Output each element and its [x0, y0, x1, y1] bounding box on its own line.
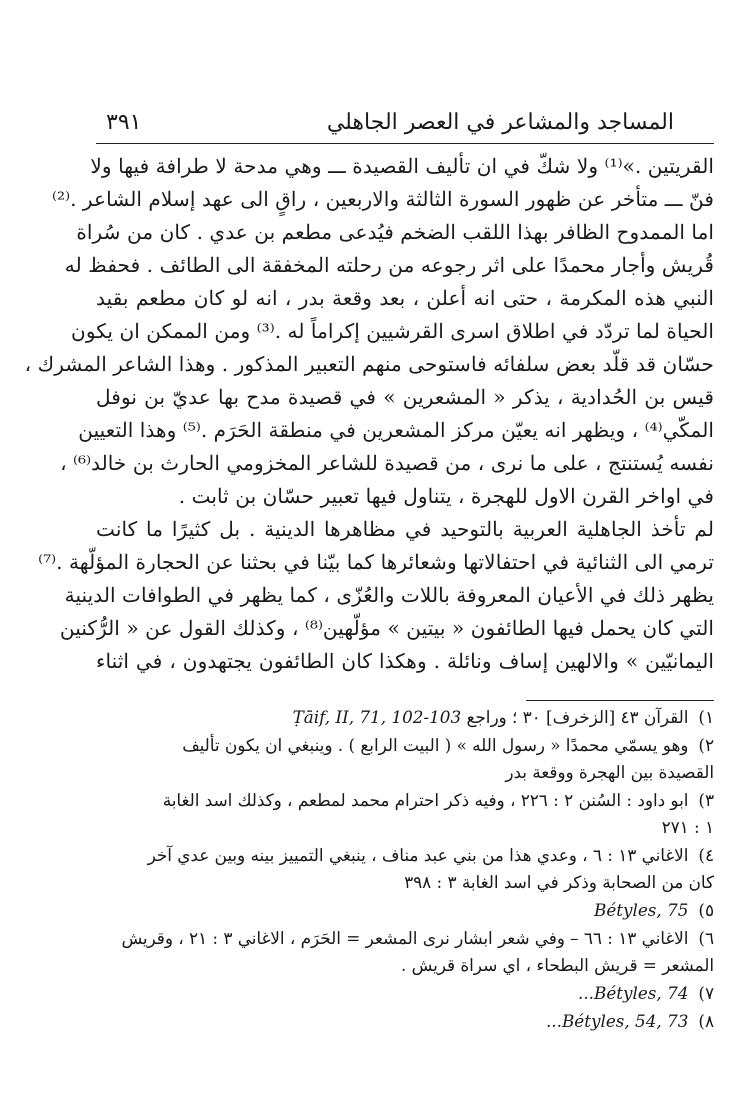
header-rule: [96, 143, 714, 144]
text-line: الحياة لما تردّد في اطلاق اسرى القرشيين إكراماً له .⁽³⁾ ومن الممكن ان يكون: [71, 319, 714, 343]
text-line: حسّان قد قلّد بعض سلفائه فاستوحى منهم التعبير المذكور . وهذا الشاعر المشرك ،: [24, 352, 714, 376]
text-line: قُريش وأجار محمدًا على اثر رجوعه من رحلته المخفقة الى الطائف . فحفظ له: [64, 253, 714, 277]
footnote-text: كان من الصحابة وذكر في اسد الغابة ٣ : ٣٩٨: [404, 872, 714, 892]
footnote-text: القصيدة بين الهجرة ووقعة بدر: [505, 762, 714, 782]
text-line: فنّ ـــ متأخر عن ظهور السورة الثالثة والاربعين ، راقٍ الى عهد إسلام الشاعر .⁽²⁾: [52, 187, 714, 211]
footnote-continuation: [96, 759, 714, 786]
footnote-number: ٧): [698, 983, 714, 1003]
footnote-latin-reference: Ṭāif, II, 71, 102-103: [292, 707, 462, 727]
footnote: [96, 896, 714, 924]
footnote-text: وهو يسمّي محمدًا « رسول الله » ( البيت الرابع ) . وينبغي ان يكون تأليف: [182, 735, 689, 755]
text-line: التي كان يحمل فيها الطائفون « بيتين » مؤلّهين⁽⁸⁾ ، وكذلك القول عن « الرُّكنين: [59, 616, 714, 640]
footnote-text: الاغاني ١٣ : ٦ ، وعدي هذا من بني عبد مناف ، ينبغي التمييز بينه وبين عدي آخر: [147, 845, 689, 865]
text-line: في اواخر القرن الاول للهجرة ، يتناول فيها تعبير حسّان بن ثابت .: [178, 484, 714, 508]
text-line: نفسه يُستنتج ، على ما نرى ، من قصيدة للشاعر المخزومي الحارث بن خالد⁽⁶⁾ ،: [60, 451, 714, 475]
footnote-number: ٦): [698, 928, 714, 948]
footnote-text: ابو داود : السُنن ٢ : ٢٢٦ ، وفيه ذكر احترام محمد لمطعم ، وكذلك اسد الغابة: [162, 790, 689, 810]
footnote-text: المشعر = قريش البطحاء ، اي سراة قريش .: [401, 955, 714, 975]
footnote: [96, 786, 714, 814]
footnote-text: القرآن ٤٣ [الزخرف] ٣٠ ؛ وراجع: [466, 707, 689, 727]
running-title: المساجد والمشاعر في العصر الجاهلي: [326, 110, 674, 135]
footnote-rule: [526, 700, 714, 701]
footnote: [96, 703, 714, 731]
footnote: [96, 1007, 714, 1035]
footnote: [96, 924, 714, 952]
text-line: لم تأخذ الجاهلية العربية بالتوحيد في مظاهرها الدينية . بل كثيرًا ما كانت: [96, 517, 714, 541]
text-line: اليمانيّين » والالهين إساف ونائلة . وهكذا كان الطائفون يجتهدون ، في اثناء: [96, 649, 714, 673]
footnote-latin-reference: Bétyles, 54, 73...: [545, 1011, 689, 1031]
text-line: ترمي الى الثنائية في احتفالاتها وشعائرها كما بيّنا في بحثنا عن الحجارة المؤلّهة .⁽⁷⁾: [38, 550, 714, 574]
footnote-number: ٥): [698, 900, 714, 920]
page-number: ٣٩١: [106, 110, 142, 135]
footnote-continuation: [96, 952, 714, 979]
text-line: يظهر ذلك في الأعيان المعروفة باللات والعُزّى ، كما يظهر في الطوافات الدينية: [64, 583, 714, 607]
footnotes: [96, 703, 714, 1035]
footnote: [96, 841, 714, 869]
footnote-latin-reference: Bétyles, 74...: [577, 983, 689, 1003]
footnote-number: ٢): [698, 735, 714, 755]
footnote-continuation: [96, 814, 714, 841]
footnote-text: الاغاني ١٣ : ٦٦ – وفي شعر ابشار نرى المشعر = الحَرَم ، الاغاني ٣ : ٢١ ، وقريش: [121, 928, 689, 948]
text-line: النبي هذه المكرمة ، حتى انه أعلن ، بعد وقعة بدر ، انه لو كان مطعم بقيد: [96, 286, 714, 310]
body-text: [24, 150, 714, 678]
footnote-number: ١): [698, 707, 714, 727]
footnote: [96, 731, 714, 759]
footnote-number: ٣): [698, 790, 714, 810]
footnote-continuation: [96, 869, 714, 896]
text-line: القريتين .»⁽¹⁾ ولا شكّ في ان تأليف القصيدة ـــ وهي مدحة لا طرافة فيها ولا: [90, 154, 714, 178]
text-line: اما الممدوح الظافر بهذا اللقب الضخم فيُدعى مطعم بن عدي . كان من سُراة: [76, 220, 714, 244]
text-line: قيس بن الحُدادية ، يذكر « المشعرين » في قصيدة مدح بها عديّ بن نوفل: [96, 385, 714, 409]
page-header: [96, 108, 714, 142]
footnote-text: ١ : ٢٧١: [661, 817, 714, 837]
footnote: [96, 979, 714, 1007]
footnote-number: ٤): [698, 845, 714, 865]
text-line: المكّي⁽⁴⁾ ، ويظهر انه يعيّن مركز المشعرين في منطقة الحَرَم .⁽⁵⁾ وهذا التعيين: [78, 418, 714, 442]
footnote-latin-reference: Bétyles, 75: [594, 900, 689, 920]
footnote-number: ٨): [698, 1011, 714, 1031]
